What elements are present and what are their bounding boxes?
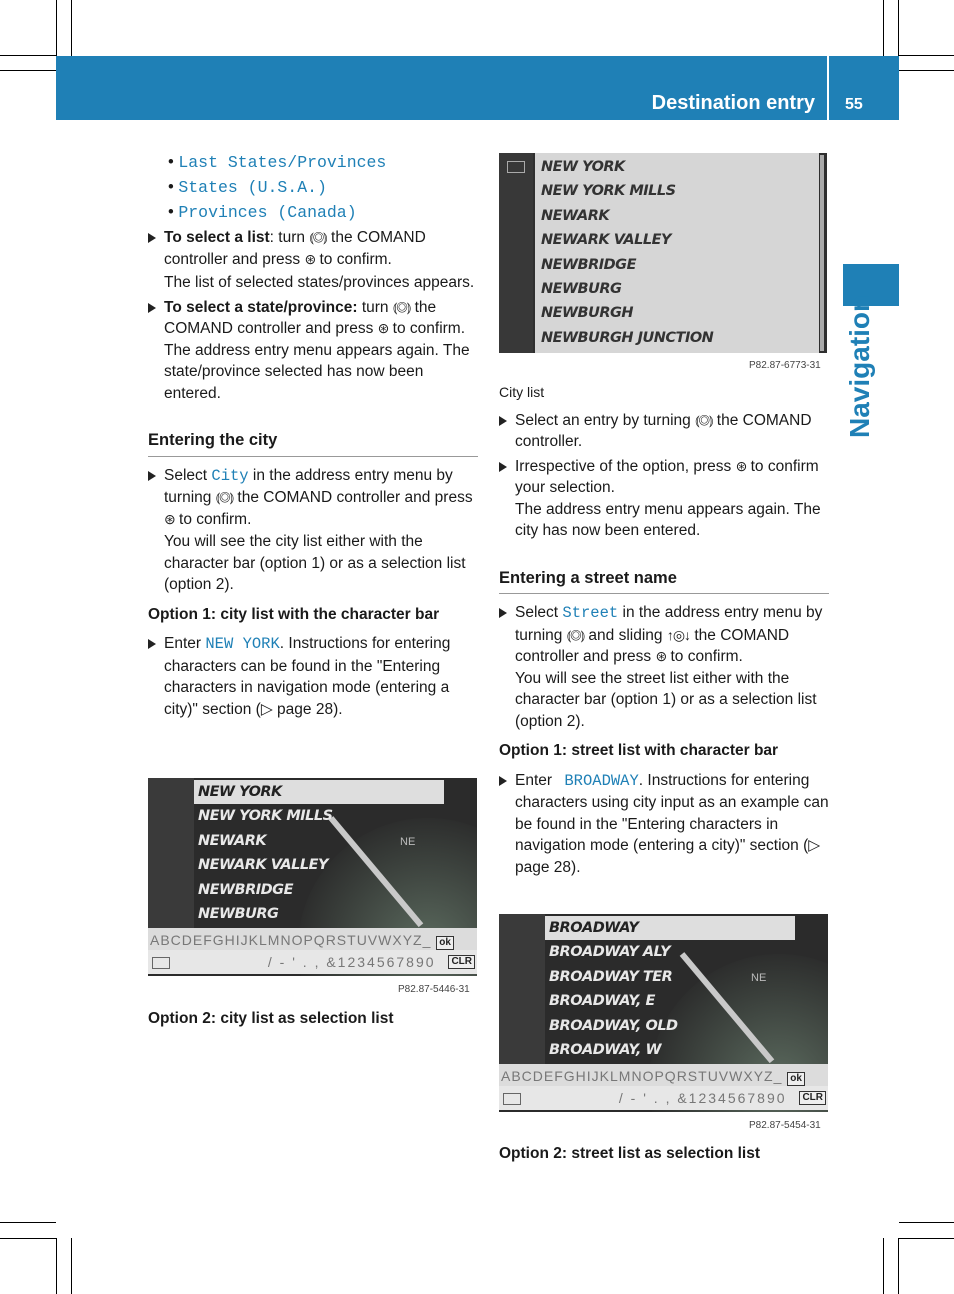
list-item[interactable]: NEWBURG <box>198 905 279 922</box>
press-controller-icon: ⊛ <box>735 457 747 474</box>
step-text: the COMAND controller and press <box>515 626 790 665</box>
step-text: the COMAND controller. <box>515 411 812 450</box>
step-text: Irrespective of the option, press <box>515 457 736 475</box>
step-text: in the address entry menu by turning <box>515 604 823 644</box>
step-text: Select <box>515 604 563 621</box>
step-text: . Instructions for entering characters using city input as an example can be found in the "Entering characters in navigation mode (entering a city)" section ( <box>515 771 829 854</box>
list-item[interactable]: BROADWAY, W <box>549 1041 661 1058</box>
character-bar <box>148 928 477 952</box>
step-arrow-icon <box>499 608 507 618</box>
crop-mark <box>71 1238 72 1294</box>
list-item[interactable]: NEWARK VALLEY <box>198 857 329 874</box>
step-arrow-icon <box>499 462 507 472</box>
figure-caption: Option 2: city list as selection list <box>148 1010 394 1027</box>
section-heading: Entering the city <box>148 430 478 457</box>
step-arrow-icon <box>148 303 156 313</box>
press-controller-icon: ⊛ <box>164 510 175 527</box>
instruction-step <box>148 465 478 596</box>
option-code: Provinces (Canada) <box>178 203 357 222</box>
step-text: to confirm your selection. <box>515 457 819 496</box>
left-column <box>148 150 478 720</box>
character-bar <box>499 1064 828 1088</box>
figure-caption: City list <box>499 384 545 400</box>
crop-mark <box>898 1238 899 1294</box>
crop-mark <box>899 70 954 71</box>
instruction-step <box>499 602 829 732</box>
step-note: The list of selected states/provinces appears. <box>164 274 475 291</box>
menu-code: City <box>211 466 249 485</box>
step-arrow-icon <box>499 416 507 426</box>
list-item[interactable]: BROADWAY TER <box>549 968 673 985</box>
list-item[interactable]: BROADWAY, OLD <box>549 1017 678 1034</box>
step-text: Select <box>164 466 212 484</box>
list-item[interactable]: NEWARK <box>198 832 267 849</box>
list-option: • States (U.S.A.) <box>168 178 327 197</box>
step-text: Enter <box>515 771 557 789</box>
list-item[interactable]: NEWBURG <box>541 280 622 297</box>
slide-controller-icon: ↑◎↓ <box>666 626 691 643</box>
crop-mark <box>883 1238 884 1294</box>
section-title: Destination entry <box>651 92 815 114</box>
crop-mark <box>71 0 72 56</box>
step-text: in the address entry menu by turning <box>164 466 453 506</box>
city-list <box>148 780 477 926</box>
list-item[interactable]: BROADWAY ALY <box>549 944 671 961</box>
list-item[interactable]: BROADWAY <box>545 916 795 940</box>
step-note: You will see the street list either with the character bar (option 1) or as a selection list (option 2). <box>515 669 817 730</box>
step-text: to confirm. <box>315 250 392 268</box>
character-bar-row2 <box>148 950 477 974</box>
instruction-step <box>148 297 478 405</box>
turn-controller-icon: ⦅◎⦆ <box>215 489 234 505</box>
crop-mark <box>56 0 57 56</box>
menu-code: Street <box>562 604 619 622</box>
entry-code: BROADWAY <box>564 771 639 790</box>
section-heading: Entering a street name <box>499 568 829 595</box>
clear-button[interactable]: CLR <box>448 955 475 969</box>
crop-mark <box>56 1238 57 1294</box>
clear-button[interactable]: CLR <box>799 1091 826 1105</box>
crop-mark <box>0 70 56 71</box>
list-item[interactable]: NEWBRIDGE <box>198 881 293 898</box>
symbol-keys[interactable]: / - ' . , &1234567890 <box>618 1090 787 1106</box>
step-text: . Instructions for entering characters can be found in the "Entering characters in navigation mode (entering a city)" section ( <box>164 635 451 718</box>
image-reference: P82.87-6773-31 <box>749 360 821 371</box>
list-item[interactable]: BROADWAY, E <box>549 993 655 1010</box>
list-item[interactable]: NEW YORK <box>194 780 444 804</box>
right-column <box>499 382 829 878</box>
step-text: turn <box>357 298 393 316</box>
back-icon[interactable] <box>503 1093 521 1105</box>
turn-controller-icon: ⦅◎⦆ <box>566 626 585 643</box>
option-code: States (U.S.A.) <box>178 178 327 197</box>
image-reference: P82.87-5446-31 <box>398 984 470 995</box>
crop-mark <box>0 1222 56 1223</box>
ok-button[interactable]: ok <box>787 1072 805 1086</box>
crop-mark <box>898 0 899 56</box>
press-controller-icon: ⊛ <box>304 250 316 267</box>
step-label: To select a list <box>164 229 270 246</box>
step-text: to confirm. <box>666 648 743 665</box>
step-text: : turn <box>269 229 310 246</box>
instruction-step <box>148 633 478 720</box>
instruction-step <box>148 227 478 294</box>
entry-code: NEW YORK <box>205 635 280 653</box>
step-text: Select an entry by turning <box>515 411 696 429</box>
press-controller-icon: ⊛ <box>377 320 389 336</box>
compass-heading-label: NE <box>751 972 767 984</box>
crop-mark <box>899 1238 954 1239</box>
list-item[interactable]: NEWARK <box>541 207 610 224</box>
step-text: the COMAND controller and press <box>164 229 426 268</box>
header-divider <box>827 56 829 120</box>
step-text: and sliding <box>584 626 667 644</box>
letter-keys[interactable]: ABCDEFGHIJKLMNOPQRSTUVWXYZ_ <box>150 932 432 948</box>
chapter-label: Navigation <box>844 294 875 438</box>
crop-mark <box>0 55 56 56</box>
step-text: page 28). <box>515 858 581 876</box>
character-bar-row2 <box>499 1086 828 1110</box>
step-arrow-icon <box>148 471 156 481</box>
compass-heading-label: NE <box>400 836 416 848</box>
instruction-step <box>499 456 829 542</box>
street-charbar-screenshot <box>499 914 828 1112</box>
step-text: the COMAND controller and press <box>164 298 437 337</box>
image-reference: P82.87-5454-31 <box>749 1120 821 1131</box>
step-note: The address entry menu appears again. The state/province selected has now been entered. <box>164 341 470 402</box>
step-text: to confirm. <box>388 320 466 337</box>
step-note: The address entry menu appears again. The city has now been entered. <box>515 500 821 539</box>
turn-controller-icon: ⦅◎⦆ <box>695 411 713 428</box>
turn-controller-icon: ⦅◎⦆ <box>309 229 327 245</box>
letter-keys[interactable]: ABCDEFGHIJKLMNOPQRSTUVWXYZ_ <box>501 1068 783 1084</box>
street-list <box>499 916 828 1062</box>
page-ref-icon: ▷ <box>808 837 821 854</box>
list-option: • Last States/Provinces <box>168 153 387 172</box>
list-item[interactable]: NEWARK VALLEY <box>541 232 672 249</box>
crop-mark <box>0 1238 56 1239</box>
step-text: Enter <box>164 635 206 652</box>
option-heading: Option 1: street list with character bar <box>499 742 779 759</box>
step-text: to confirm. <box>174 510 252 528</box>
step-label: To select a state/province: <box>164 298 358 316</box>
crop-mark <box>899 55 954 56</box>
step-text: page 28). <box>272 700 343 718</box>
instruction-step <box>499 410 829 453</box>
instruction-step <box>499 770 829 879</box>
option-heading: Option 1: city list with the character bar <box>148 605 440 623</box>
back-icon[interactable] <box>152 957 170 969</box>
list-item[interactable]: NEW YORK MILLS <box>198 808 333 825</box>
ok-button[interactable]: ok <box>436 936 454 950</box>
list-item[interactable]: NEW YORK MILLS <box>541 183 676 200</box>
press-controller-icon: ⊛ <box>655 648 667 664</box>
crop-mark <box>883 0 884 56</box>
list-item[interactable]: NEWBURGH JUNCTION <box>541 329 714 346</box>
turn-controller-icon: ⦅◎⦆ <box>392 298 411 315</box>
symbol-keys[interactable]: / - ' . , &1234567890 <box>267 954 436 970</box>
list-option: • Provinces (Canada) <box>168 203 357 222</box>
option-code: Last States/Provinces <box>178 153 387 172</box>
city-charbar-screenshot <box>148 778 477 976</box>
list-item[interactable]: NEWBRIDGE <box>541 256 636 273</box>
page-number: 55 <box>845 96 863 113</box>
page-header <box>56 56 899 120</box>
list-item[interactable]: NEW YORK <box>541 159 625 175</box>
list-item[interactable]: NEWBURGH <box>541 305 634 322</box>
figure-caption: Option 2: street list as selection list <box>499 1145 760 1162</box>
step-text: the COMAND controller and press <box>233 489 473 506</box>
crop-mark <box>899 1222 954 1223</box>
city-list-screenshot <box>499 153 827 353</box>
city-list <box>499 155 827 350</box>
page-ref-icon: ▷ <box>260 700 273 718</box>
step-arrow-icon <box>499 776 507 786</box>
step-arrow-icon <box>148 639 156 649</box>
step-note: You will see the city list either with the character bar (option 1) or as a selection list (option 2). <box>164 533 466 593</box>
step-arrow-icon <box>148 233 156 243</box>
